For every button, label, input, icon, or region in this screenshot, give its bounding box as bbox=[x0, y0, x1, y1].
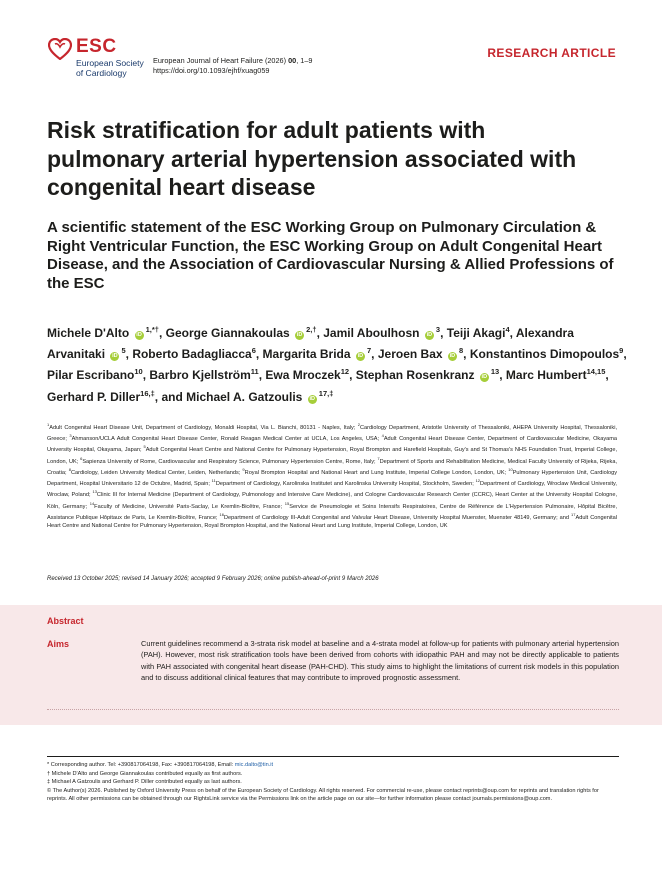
article-subtitle: A scientific statement of the ESC Working Group on Pulmonary Circulation & Right Ventricular Function, the ESC Working Group on Adult Congenital Heart Disease, and the Association of Cardiovascular Nursing & Allied Professions of the ESC bbox=[47, 219, 614, 292]
author-affiliation-marker: 16,‡ bbox=[140, 388, 155, 398]
author-affiliation-marker: 3 bbox=[433, 325, 441, 334]
orcid-icon[interactable]: iD bbox=[296, 332, 303, 338]
affiliation: $^{15}$Service de Pneumologie et Soins Intensifs Respiratoires, Centre de Référence de L'Hypertension Pulmonaire, Hôpital Bicêtre, Assistance Publique Hôpitaux de Paris, Le Kremlin-Bicêtre, France; bbox=[47, 500, 617, 521]
affiliation: $^{12}$Department of Cardiology, Wroclaw Medical University, Wroclaw, Poland; bbox=[47, 478, 617, 499]
affiliation: $^3$Ahmanson/UCLA Adult Congenital Heart Disease Center, Ronald Reagan Medical Center at UCLA, Los Angeles, USA; bbox=[69, 433, 382, 443]
orcid-icon[interactable]: iD bbox=[481, 374, 488, 381]
article-title: Risk stratification for adult patients with pulmonary arterial hypertension associated with congenital heart disease bbox=[47, 117, 577, 200]
affiliations bbox=[47, 421, 617, 531]
author: Teiji Akagi$^4$, bbox=[446, 325, 516, 340]
abstract-heading: Abstract bbox=[47, 616, 84, 626]
affiliation: $^4$Adult Congenital Heart Disease Center, Department of Cardiovascular Medicine, Okayama University Hospital, Okayama, Japan; bbox=[47, 433, 618, 454]
affiliation: $^2$Cardiology Department, Aristotle University of Thessaloniki, AHEPA University Hospital, Thessaloniki, Greece; bbox=[47, 422, 618, 443]
corresponding-author: * Corresponding author. Tel: +390817064198, Fax: +390817064198, Email: mic.dalto@tin.it bbox=[47, 762, 274, 768]
aims-text: Current guidelines recommend a 3-strata risk model at baseline and a 4-strata model at follow-up for patients with pulmonary arterial hypertension (PAH). However, most risk stratification tools have been derived from cohorts with idiopathic PAH and may not be directly applicable to patients with PAH associated with congenital heart disease (PAH-CHD). This study aims to highlight the limitations of current risk models in this population and to discuss additional clinical features that may contribute to improved prognostic assessment. bbox=[141, 639, 619, 683]
author-affiliation-marker: 1,*† bbox=[143, 325, 159, 334]
logo-wordmark: ESC bbox=[76, 36, 117, 57]
author: and Michael A. Gatzoulis iD $^{17,\ddagger}$ bbox=[161, 388, 334, 404]
author: Pilar Escribano$^{10}$, bbox=[47, 367, 150, 383]
logo-subtitle: European Society of Cardiology bbox=[76, 58, 144, 78]
author-affiliation-marker: 10 bbox=[134, 367, 143, 377]
publication-dates: Received 13 October 2025; revised 14 January 2026; accepted 9 February 2026; online publish-ahead-of-print 9 March 2026 bbox=[47, 576, 379, 582]
affiliation: $^{17}$Adult Congenital Heart Centre and National Centre for Pulmonary Hypertension, Royal Brompton Hospital, and the National Heart and Lung Institute, Imperial College, London, UK bbox=[47, 512, 617, 530]
author-name: Barbro Kjellström bbox=[149, 368, 251, 383]
author-affiliation-marker: 12 bbox=[340, 367, 350, 377]
author-name: Stephan Rosenkranz bbox=[355, 368, 475, 383]
orcid-icon[interactable]: iD bbox=[112, 353, 118, 360]
author-name: Marc Humbert bbox=[505, 368, 587, 383]
journal-pages: , 1–9 bbox=[296, 56, 313, 65]
footnote-first-authors: † Michele D'Alto and George Giannakoulas contributed equally as first authors. bbox=[47, 770, 243, 777]
author-affiliation-marker: 8 bbox=[456, 346, 464, 356]
author-list bbox=[47, 321, 627, 406]
author-name: Ewa Mroczek bbox=[265, 368, 341, 383]
affiliation: $^{14}$Faculty of Medicine, Université Paris-Saclay, Le Kremlin-Bicêtre, France; bbox=[89, 500, 285, 510]
affiliation: $^7$Department of Sports and Rehabilitation Medicine, Medical Faculty University of Rijeka, Rijeka, Croatia; bbox=[47, 455, 618, 476]
author: Barbro Kjellström$^{11}$, bbox=[149, 367, 266, 383]
author: Marc Humbert$^{14,15}$, bbox=[505, 367, 609, 383]
affiliation: $^1$Adult Congenital Heart Disease Unit, Department of Cardiology, Monaldi Hospital, Via L. Bianchi, 80131 - Naples, Italy; bbox=[47, 422, 358, 431]
copyright-notice: © The Author(s) 2026. Published by Oxford University Press on behalf of the European Society of Cardiology. All rights reserved. For commercial re-use, please contact reprints@oup.com for reprints and translation rights for reprints. All other permissions can be obtained through our RightsLink service via the Permissions link on the article page on our site—for further information please contact journals.permissions@oup.com. bbox=[47, 787, 599, 803]
author-name: Pilar Escribano bbox=[47, 368, 135, 383]
affiliation: $^{13}$Clinic III for Internal Medicine (Department of Cardiology, Pulmonology and Intensive Care Medicine), and Cologne Cardiovascular Research Center (CCRC), Heart Center at the University Hospital Cologne, Köln, Germany; bbox=[47, 489, 617, 510]
abstract-divider bbox=[47, 709, 619, 710]
author-affiliation-marker: 4 bbox=[505, 325, 510, 334]
esc-logo bbox=[48, 36, 148, 80]
footnote-last-authors: ‡ Michael A Gatzoulis and Gerhard P. Diller contributed equally as last authors. bbox=[47, 779, 242, 786]
author-name: Michele D'Alto bbox=[47, 326, 130, 340]
journal-volume: 00 bbox=[288, 56, 297, 65]
author-affiliation-marker: 2,† bbox=[304, 325, 317, 334]
author: Alexandra Arvanitaki iD $^5$, bbox=[47, 326, 574, 362]
author: Jamil Aboulhosn iD $^3$, bbox=[323, 325, 447, 340]
affiliation: $^{10}$Pulmonary Hypertension Unit, Cardiology Department, Hospital Universitario 12 de Octubre, Madrid, Spain; bbox=[47, 467, 617, 488]
affiliation: $^{16}$Department of Cardiology III-Adult Congenital and Valvular Heart Disease, University Hospital Muenster, Muenster 48149, Germany; and bbox=[219, 512, 572, 521]
article-type-label: RESEARCH ARTICLE bbox=[487, 46, 616, 60]
doi-link[interactable]: https://doi.org/10.1093/ejhf/xuag059 bbox=[153, 66, 270, 76]
affiliation: $^6$Sapienza University of Rome, Cardiovascular and Respiratory Science, Pulmonary Hypertension Centre, Rome, Italy; bbox=[80, 455, 378, 465]
author-name: Konstantinos Dimopoulos bbox=[469, 347, 620, 362]
author-name: Jeroen Bax bbox=[377, 347, 443, 362]
author-affiliation-marker: 14,15 bbox=[586, 367, 606, 377]
author-name: Alexandra Arvanitaki bbox=[47, 326, 574, 362]
aims-label: Aims bbox=[47, 639, 70, 649]
author: Jeroen Bax iD $^8$, bbox=[377, 346, 470, 362]
affiliation: $^{11}$Department of Cardiology, Karolinska Institutet and Karolinska University Hospital, Stockholm, Sweden; bbox=[211, 478, 476, 488]
author: Margarita Brida iD $^7$, bbox=[262, 346, 378, 362]
author-name: Margarita Brida bbox=[262, 347, 351, 362]
author-name: Teiji Akagi bbox=[446, 326, 506, 340]
orcid-icon[interactable]: iD bbox=[309, 395, 315, 402]
orcid-icon[interactable]: iD bbox=[449, 353, 456, 360]
orcid-icon[interactable]: iD bbox=[136, 332, 142, 338]
author-affiliation-marker: 6 bbox=[251, 346, 256, 356]
email-link[interactable]: mic.dalto@tin.it bbox=[234, 762, 274, 768]
author-affiliation-marker: 5 bbox=[119, 346, 126, 356]
author-affiliation-marker: 9 bbox=[619, 346, 624, 356]
author-affiliation-marker: 11 bbox=[250, 367, 259, 377]
author: Roberto Badagliacca$^6$, bbox=[132, 346, 263, 362]
journal-name: European Journal of Heart Failure (2026) bbox=[153, 56, 287, 65]
author: Ewa Mroczek$^{12}$, bbox=[265, 367, 356, 383]
author-name: Gerhard P. Diller bbox=[47, 389, 141, 404]
author: Konstantinos Dimopoulos$^9$, bbox=[469, 346, 627, 362]
author: Gerhard P. Diller$^{16,\ddagger}$, bbox=[47, 388, 162, 404]
author-affiliation-marker: 17,‡ bbox=[316, 388, 334, 398]
orcid-icon[interactable]: iD bbox=[357, 353, 364, 360]
footnotes bbox=[47, 761, 619, 804]
author: Michele D'Alto iD $^{1,*\dagger}$, bbox=[47, 325, 166, 340]
author-name: Jamil Aboulhosn bbox=[323, 326, 420, 340]
affiliation: $^9$Royal Brompton Hospital and National Heart and Lung Institute, Imperial College London, London, UK; bbox=[242, 467, 509, 476]
author: George Giannakoulas iD $^{2,\dagger}$, bbox=[165, 325, 324, 340]
author-name: Michael A. Gatzoulis bbox=[186, 389, 303, 404]
journal-citation bbox=[153, 56, 312, 77]
author-name: Roberto Badagliacca bbox=[132, 347, 252, 362]
affiliation: $^5$Adult Congenital Heart Centre and National Centre for Pulmonary Hypertension, Royal Brompton and Harefield Hospitals, Guy's and St Thomas's NHS Foundation Trust, Imperial College, London, UK; bbox=[47, 444, 617, 465]
footnote-rule bbox=[47, 756, 619, 757]
author-affiliation-marker: 7 bbox=[364, 346, 372, 356]
affiliation: $^8$Cardiology, Leiden University Medical Center, Leiden, Netherlands; bbox=[68, 467, 243, 476]
heart-icon bbox=[48, 38, 72, 60]
author-affiliation-marker: 13 bbox=[488, 367, 500, 377]
orcid-icon[interactable]: iD bbox=[426, 332, 433, 338]
author-name: George Giannakoulas bbox=[165, 326, 290, 340]
author: Stephan Rosenkranz iD $^{13}$, bbox=[355, 367, 506, 383]
